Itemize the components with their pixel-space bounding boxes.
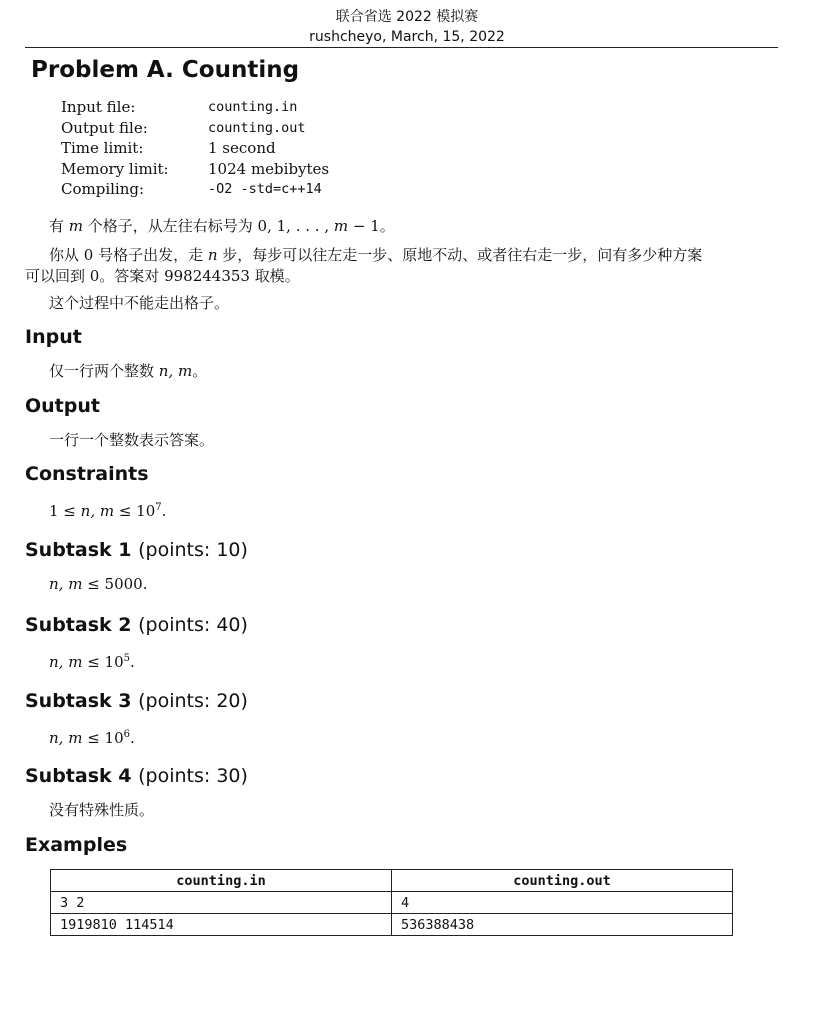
subtask-name: Subtask 1 (25, 539, 132, 561)
info-value: counting.out (208, 119, 306, 136)
text: 可以回到 0。答案对 998244353 取模。 (25, 267, 300, 285)
subtask-3-title (25, 689, 248, 713)
info-label: Output file: (61, 118, 148, 137)
column-header-input: counting.in (51, 870, 392, 892)
text: 。 (192, 362, 208, 380)
info-value: counting.in (208, 99, 298, 115)
section-title-constraints: Constraints (25, 463, 149, 485)
author-date: rushcheyo, March, 15, 2022 (309, 29, 505, 45)
example-output-cell: 536388438 (392, 914, 733, 936)
header-divider (25, 47, 778, 48)
examples-table (50, 869, 733, 936)
math-var: n, m (49, 653, 83, 671)
subtask-1-constraint (49, 574, 147, 594)
subtask-1-title (25, 538, 248, 562)
info-label: Input file: (61, 98, 136, 116)
info-value: 1024 mebibytes (208, 159, 330, 178)
table-row (51, 914, 733, 936)
constraints-text (49, 498, 166, 521)
exponent: 6 (123, 729, 130, 740)
math-var: n, m (80, 502, 115, 520)
text: ≤ 5000. (82, 575, 148, 593)
math-var: n, m (49, 575, 83, 593)
text: − 1。 (348, 217, 395, 235)
contest-title: 联合省选 2022 模拟赛 (335, 9, 479, 25)
info-label: Compiling: (61, 180, 145, 198)
column-header-output: counting.out (392, 870, 733, 892)
subtask-4-title (25, 764, 248, 788)
math-var: m (68, 217, 84, 235)
math-var: n, m (158, 362, 193, 380)
table-row (51, 892, 733, 914)
text: . (130, 653, 135, 671)
text: 一行一个整数表示答案。 (49, 431, 215, 449)
info-label: Memory limit: (61, 159, 169, 178)
text: ≤ 10 (82, 653, 124, 671)
subtask-2-constraint (49, 649, 135, 672)
subtask-2-title (25, 613, 248, 637)
table-header-row (51, 870, 733, 892)
subtask-name: Subtask 3 (25, 690, 132, 712)
info-value: 1 second (208, 139, 276, 157)
info-label: Time limit: (61, 139, 144, 157)
exponent: 7 (155, 502, 162, 513)
problem-title: Problem A. Counting (31, 57, 300, 83)
example-input-cell: 3 2 (51, 892, 392, 914)
text: 个格子，从左往右标号为 0, 1, . . . , (83, 217, 334, 235)
text: 步，每步可以往左走一步、原地不动、或者往右走一步，问有多少种方案 (217, 246, 703, 264)
subtask-points: (points: 30) (138, 765, 248, 787)
subtask-name: Subtask 4 (25, 765, 132, 787)
statement-paragraph-2-line-1 (49, 245, 702, 265)
statement-paragraph-1 (49, 216, 395, 236)
text: 1 ≤ (49, 502, 81, 520)
subtask-3-constraint (49, 725, 135, 748)
subtask-4-text (49, 800, 154, 820)
subtask-points: (points: 10) (138, 539, 248, 561)
text: ≤ 10 (114, 502, 156, 520)
text: 这个过程中不能走出格子。 (49, 294, 230, 312)
text: 仅一行两个整数 (49, 362, 159, 380)
exponent: 5 (123, 653, 130, 664)
subtask-points: (points: 40) (138, 614, 248, 636)
input-description (49, 361, 207, 381)
text: ≤ 10 (82, 729, 124, 747)
text: 有 (49, 217, 69, 235)
section-title-output: Output (25, 395, 100, 417)
section-title-examples: Examples (25, 834, 128, 856)
text: 没有特殊性质。 (49, 801, 155, 819)
output-description (49, 430, 214, 450)
example-input-cell: 1919810 114514 (51, 914, 392, 936)
text: . (161, 502, 167, 520)
math-var: n (207, 246, 218, 264)
section-title-input: Input (25, 326, 82, 348)
text: 你从 0 号格子出发，走 (49, 246, 208, 264)
text: . (130, 729, 135, 747)
info-value: -O2 -std=c++14 (208, 181, 322, 197)
math-var: n, m (49, 729, 83, 747)
example-output-cell: 4 (392, 892, 733, 914)
statement-paragraph-3 (49, 293, 229, 313)
statement-paragraph-2-line-2 (25, 266, 300, 286)
math-var: m (333, 217, 349, 235)
subtask-points: (points: 20) (138, 690, 248, 712)
subtask-name: Subtask 2 (25, 614, 132, 636)
